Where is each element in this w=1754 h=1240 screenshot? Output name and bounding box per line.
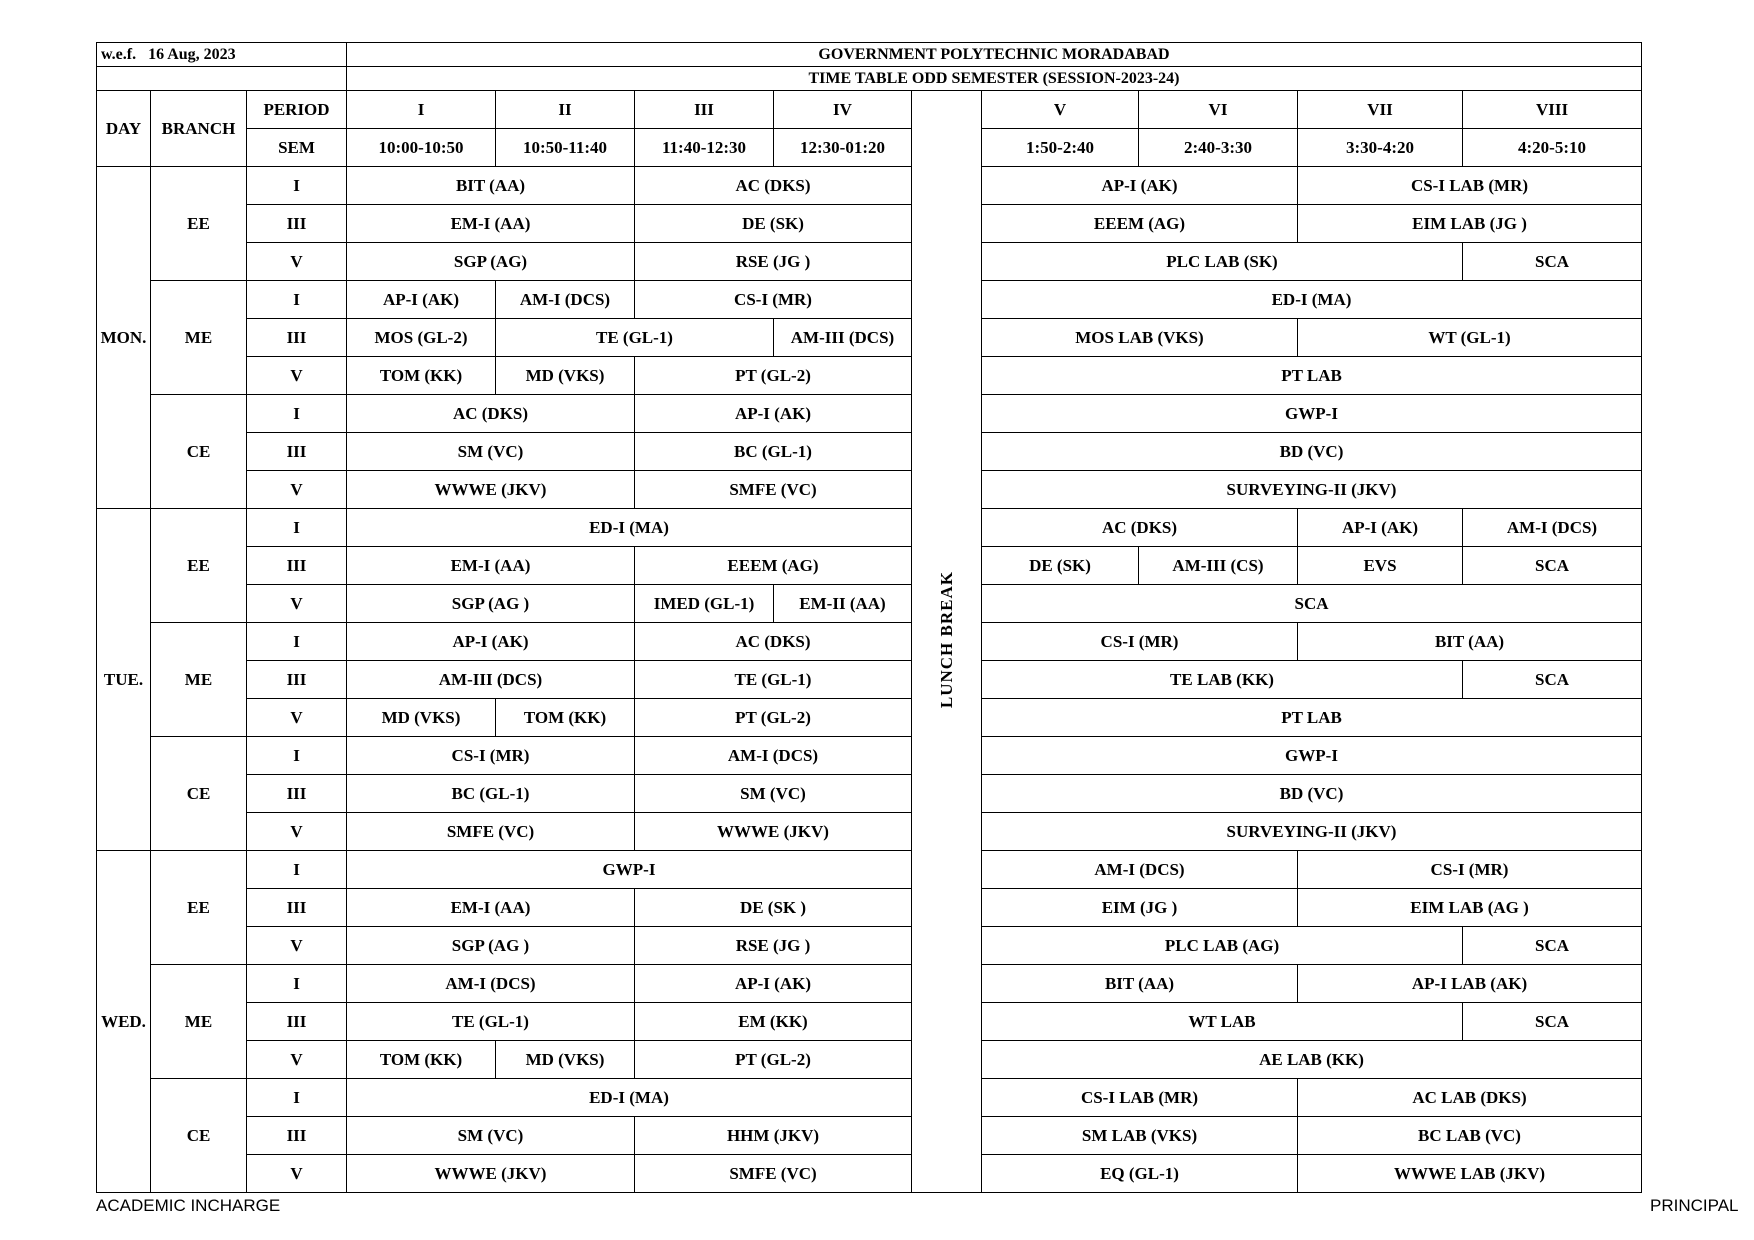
branch-cell: CE bbox=[151, 395, 247, 509]
period-label: I bbox=[347, 91, 496, 129]
class-cell: WWWE LAB (JKV) bbox=[1298, 1155, 1642, 1193]
class-cell: BC (GL-1) bbox=[347, 775, 635, 813]
sem-cell: V bbox=[247, 813, 347, 851]
schedule-row bbox=[97, 433, 1642, 471]
class-cell: AP-I (AK) bbox=[1298, 509, 1463, 547]
class-cell: AP-I (AK) bbox=[347, 281, 496, 319]
class-cell: TOM (KK) bbox=[496, 699, 635, 737]
class-cell: GWP-I bbox=[982, 395, 1642, 433]
class-cell: SCA bbox=[1463, 661, 1642, 699]
day-header: DAY bbox=[97, 91, 151, 167]
sem-cell: V bbox=[247, 243, 347, 281]
day-cell: WED. bbox=[97, 851, 151, 1193]
class-cell: DE (SK ) bbox=[635, 889, 912, 927]
branch-cell: ME bbox=[151, 281, 247, 395]
schedule-row bbox=[97, 395, 1642, 433]
class-cell: EIM (JG ) bbox=[982, 889, 1298, 927]
sem-cell: III bbox=[247, 1117, 347, 1155]
class-cell: ED-I (MA) bbox=[347, 1079, 912, 1117]
class-cell: TE LAB (KK) bbox=[982, 661, 1463, 699]
period-label: VII bbox=[1298, 91, 1463, 129]
day-cell: TUE. bbox=[97, 509, 151, 851]
class-cell: BIT (AA) bbox=[1298, 623, 1642, 661]
sem-cell: I bbox=[247, 509, 347, 547]
period-label: IV bbox=[774, 91, 912, 129]
sem-cell: V bbox=[247, 927, 347, 965]
class-cell: AE LAB (KK) bbox=[982, 1041, 1642, 1079]
period-time: 10:50-11:40 bbox=[496, 129, 635, 167]
class-cell: MD (VKS) bbox=[496, 1041, 635, 1079]
timetable bbox=[96, 42, 1642, 1193]
principal-label: PRINCIPAL bbox=[1650, 1196, 1739, 1215]
class-cell: SGP (AG) bbox=[347, 243, 635, 281]
schedule-row bbox=[97, 851, 1642, 889]
class-cell: SCA bbox=[1463, 243, 1642, 281]
class-cell: GWP-I bbox=[347, 851, 912, 889]
class-cell: RSE (JG ) bbox=[635, 243, 912, 281]
class-cell: SMFE (VC) bbox=[635, 1155, 912, 1193]
class-cell: EIM LAB (JG ) bbox=[1298, 205, 1642, 243]
sem-cell: III bbox=[247, 889, 347, 927]
branch-cell: CE bbox=[151, 737, 247, 851]
schedule-row bbox=[97, 281, 1642, 319]
class-cell: CS-I LAB (MR) bbox=[982, 1079, 1298, 1117]
sem-header: SEM bbox=[247, 129, 347, 167]
class-cell: TE (GL-1) bbox=[347, 1003, 635, 1041]
sem-cell: III bbox=[247, 319, 347, 357]
schedule-row bbox=[97, 547, 1642, 585]
schedule-row bbox=[97, 1155, 1642, 1193]
class-cell: WWWE (JKV) bbox=[347, 471, 635, 509]
class-cell: CS-I LAB (MR) bbox=[1298, 167, 1642, 205]
class-cell: TE (GL-1) bbox=[635, 661, 912, 699]
sem-cell: V bbox=[247, 699, 347, 737]
class-cell: AM-I (DCS) bbox=[635, 737, 912, 775]
class-cell: AP-I (AK) bbox=[635, 395, 912, 433]
class-cell: TOM (KK) bbox=[347, 1041, 496, 1079]
period-label: V bbox=[982, 91, 1139, 129]
class-cell: MD (VKS) bbox=[496, 357, 635, 395]
class-cell: PT (GL-2) bbox=[635, 357, 912, 395]
class-cell: EVS bbox=[1298, 547, 1463, 585]
class-cell: SM (VC) bbox=[635, 775, 912, 813]
class-cell: AC (DKS) bbox=[635, 167, 912, 205]
period-time: 1:50-2:40 bbox=[982, 129, 1139, 167]
class-cell: AC (DKS) bbox=[982, 509, 1298, 547]
class-cell: HHM (JKV) bbox=[635, 1117, 912, 1155]
class-cell: RSE (JG ) bbox=[635, 927, 912, 965]
class-cell: EM-I (AA) bbox=[347, 547, 635, 585]
class-cell: PT (GL-2) bbox=[635, 699, 912, 737]
class-cell: AM-III (DCS) bbox=[774, 319, 912, 357]
class-cell: AM-I (DCS) bbox=[347, 965, 635, 1003]
class-cell: PLC LAB (SK) bbox=[982, 243, 1463, 281]
schedule-row bbox=[97, 585, 1642, 623]
class-cell: CS-I (MR) bbox=[1298, 851, 1642, 889]
schedule-row bbox=[97, 471, 1642, 509]
class-cell: AP-I (AK) bbox=[635, 965, 912, 1003]
class-cell: CS-I (MR) bbox=[982, 623, 1298, 661]
wef-cell bbox=[97, 43, 347, 67]
class-cell: SCA bbox=[1463, 547, 1642, 585]
sem-cell: I bbox=[247, 395, 347, 433]
class-cell: EM-I (AA) bbox=[347, 889, 635, 927]
schedule-row bbox=[97, 167, 1642, 205]
schedule-row bbox=[97, 319, 1642, 357]
wef-date: 16 Aug, 2023 bbox=[148, 45, 236, 63]
sem-cell: III bbox=[247, 433, 347, 471]
period-label: III bbox=[635, 91, 774, 129]
day-cell: MON. bbox=[97, 167, 151, 509]
institute-name: GOVERNMENT POLYTECHNIC MORADABAD bbox=[347, 43, 1642, 67]
class-cell: PT LAB bbox=[982, 357, 1642, 395]
class-cell: EIM LAB (AG ) bbox=[1298, 889, 1642, 927]
branch-cell: EE bbox=[151, 509, 247, 623]
class-cell: SCA bbox=[982, 585, 1642, 623]
class-cell: AP-I LAB (AK) bbox=[1298, 965, 1642, 1003]
lunch-break-label: LUNCH BREAK bbox=[937, 571, 956, 709]
sem-cell: I bbox=[247, 737, 347, 775]
schedule-row bbox=[97, 965, 1642, 1003]
sem-cell: V bbox=[247, 471, 347, 509]
schedule-row bbox=[97, 661, 1642, 699]
sem-cell: III bbox=[247, 661, 347, 699]
sem-cell: I bbox=[247, 281, 347, 319]
sem-cell: V bbox=[247, 1041, 347, 1079]
branch-cell: ME bbox=[151, 965, 247, 1079]
class-cell: BD (VC) bbox=[982, 775, 1642, 813]
academic-incharge-label: ACADEMIC INCHARGE bbox=[96, 1196, 281, 1215]
class-cell: IMED (GL-1) bbox=[635, 585, 774, 623]
schedule-row bbox=[97, 813, 1642, 851]
period-time: 11:40-12:30 bbox=[635, 129, 774, 167]
class-cell: MOS LAB (VKS) bbox=[982, 319, 1298, 357]
schedule-row bbox=[97, 927, 1642, 965]
class-cell: EEEM (AG) bbox=[982, 205, 1298, 243]
class-cell: DE (SK) bbox=[982, 547, 1139, 585]
class-cell: EEEM (AG) bbox=[635, 547, 912, 585]
class-cell: SM LAB (VKS) bbox=[982, 1117, 1298, 1155]
class-cell: PT LAB bbox=[982, 699, 1642, 737]
class-cell: BD (VC) bbox=[982, 433, 1642, 471]
period-time: 4:20-5:10 bbox=[1463, 129, 1642, 167]
sem-cell: I bbox=[247, 623, 347, 661]
branch-header: BRANCH bbox=[151, 91, 247, 167]
sem-cell: V bbox=[247, 1155, 347, 1193]
wef-label: w.e.f. bbox=[101, 45, 137, 63]
class-cell: WT LAB bbox=[982, 1003, 1463, 1041]
sem-cell: V bbox=[247, 585, 347, 623]
period-time: 10:00-10:50 bbox=[347, 129, 496, 167]
class-cell: WWWE (JKV) bbox=[635, 813, 912, 851]
class-cell: AM-I (DCS) bbox=[982, 851, 1298, 889]
class-cell: CS-I (MR) bbox=[635, 281, 912, 319]
sem-cell: I bbox=[247, 1079, 347, 1117]
class-cell: ED-I (MA) bbox=[982, 281, 1642, 319]
class-cell: SCA bbox=[1463, 927, 1642, 965]
sem-cell: I bbox=[247, 965, 347, 1003]
schedule-row bbox=[97, 357, 1642, 395]
class-cell: SGP (AG ) bbox=[347, 585, 635, 623]
period-time: 2:40-3:30 bbox=[1139, 129, 1298, 167]
class-cell: BC LAB (VC) bbox=[1298, 1117, 1642, 1155]
schedule-row bbox=[97, 1079, 1642, 1117]
class-cell: EM-II (AA) bbox=[774, 585, 912, 623]
schedule-row bbox=[97, 205, 1642, 243]
period-label: VIII bbox=[1463, 91, 1642, 129]
schedule-row bbox=[97, 1041, 1642, 1079]
class-cell: AP-I (AK) bbox=[982, 167, 1298, 205]
schedule-row bbox=[97, 623, 1642, 661]
schedule-row bbox=[97, 509, 1642, 547]
class-cell: MD (VKS) bbox=[347, 699, 496, 737]
schedule-row bbox=[97, 737, 1642, 775]
schedule-row bbox=[97, 243, 1642, 281]
branch-cell: EE bbox=[151, 851, 247, 965]
class-cell: BC (GL-1) bbox=[635, 433, 912, 471]
class-cell: SMFE (VC) bbox=[347, 813, 635, 851]
period-time: 3:30-4:20 bbox=[1298, 129, 1463, 167]
sem-cell: V bbox=[247, 357, 347, 395]
blank-cell bbox=[97, 67, 347, 91]
period-time: 12:30-01:20 bbox=[774, 129, 912, 167]
class-cell: EM-I (AA) bbox=[347, 205, 635, 243]
class-cell: SM (VC) bbox=[347, 1117, 635, 1155]
class-cell: EM (KK) bbox=[635, 1003, 912, 1041]
class-cell: SCA bbox=[1463, 1003, 1642, 1041]
sem-cell: III bbox=[247, 205, 347, 243]
class-cell: SURVEYING-II (JKV) bbox=[982, 471, 1642, 509]
class-cell: MOS (GL-2) bbox=[347, 319, 496, 357]
class-cell: PLC LAB (AG) bbox=[982, 927, 1463, 965]
schedule-row bbox=[97, 775, 1642, 813]
timetable-title: TIME TABLE ODD SEMESTER (SESSION-2023-24) bbox=[347, 67, 1642, 91]
class-cell: SMFE (VC) bbox=[635, 471, 912, 509]
period-label: II bbox=[496, 91, 635, 129]
branch-cell: EE bbox=[151, 167, 247, 281]
sem-cell: I bbox=[247, 851, 347, 889]
sem-cell: III bbox=[247, 547, 347, 585]
class-cell: PT (GL-2) bbox=[635, 1041, 912, 1079]
lunch-break-column bbox=[912, 91, 982, 1193]
branch-cell: CE bbox=[151, 1079, 247, 1193]
schedule-row bbox=[97, 1117, 1642, 1155]
period-label: VI bbox=[1139, 91, 1298, 129]
branch-cell: ME bbox=[151, 623, 247, 737]
class-cell: SGP (AG ) bbox=[347, 927, 635, 965]
sem-cell: III bbox=[247, 775, 347, 813]
class-cell: BIT (AA) bbox=[347, 167, 635, 205]
class-cell: AM-III (CS) bbox=[1139, 547, 1298, 585]
class-cell: CS-I (MR) bbox=[347, 737, 635, 775]
schedule-row bbox=[97, 889, 1642, 927]
class-cell: SM (VC) bbox=[347, 433, 635, 471]
class-cell: ED-I (MA) bbox=[347, 509, 912, 547]
class-cell: EQ (GL-1) bbox=[982, 1155, 1298, 1193]
class-cell: BIT (AA) bbox=[982, 965, 1298, 1003]
class-cell: AC (DKS) bbox=[635, 623, 912, 661]
class-cell: AC LAB (DKS) bbox=[1298, 1079, 1642, 1117]
class-cell: SURVEYING-II (JKV) bbox=[982, 813, 1642, 851]
class-cell: WWWE (JKV) bbox=[347, 1155, 635, 1193]
class-cell: AM-I (DCS) bbox=[1463, 509, 1642, 547]
class-cell: GWP-I bbox=[982, 737, 1642, 775]
schedule-row bbox=[97, 1003, 1642, 1041]
class-cell: TOM (KK) bbox=[347, 357, 496, 395]
class-cell: WT (GL-1) bbox=[1298, 319, 1642, 357]
class-cell: AP-I (AK) bbox=[347, 623, 635, 661]
class-cell: TE (GL-1) bbox=[496, 319, 774, 357]
class-cell: AM-I (DCS) bbox=[496, 281, 635, 319]
schedule-row bbox=[97, 699, 1642, 737]
class-cell: DE (SK) bbox=[635, 205, 912, 243]
period-header: PERIOD bbox=[247, 91, 347, 129]
class-cell: AM-III (DCS) bbox=[347, 661, 635, 699]
class-cell: AC (DKS) bbox=[347, 395, 635, 433]
sem-cell: I bbox=[247, 167, 347, 205]
sem-cell: III bbox=[247, 1003, 347, 1041]
